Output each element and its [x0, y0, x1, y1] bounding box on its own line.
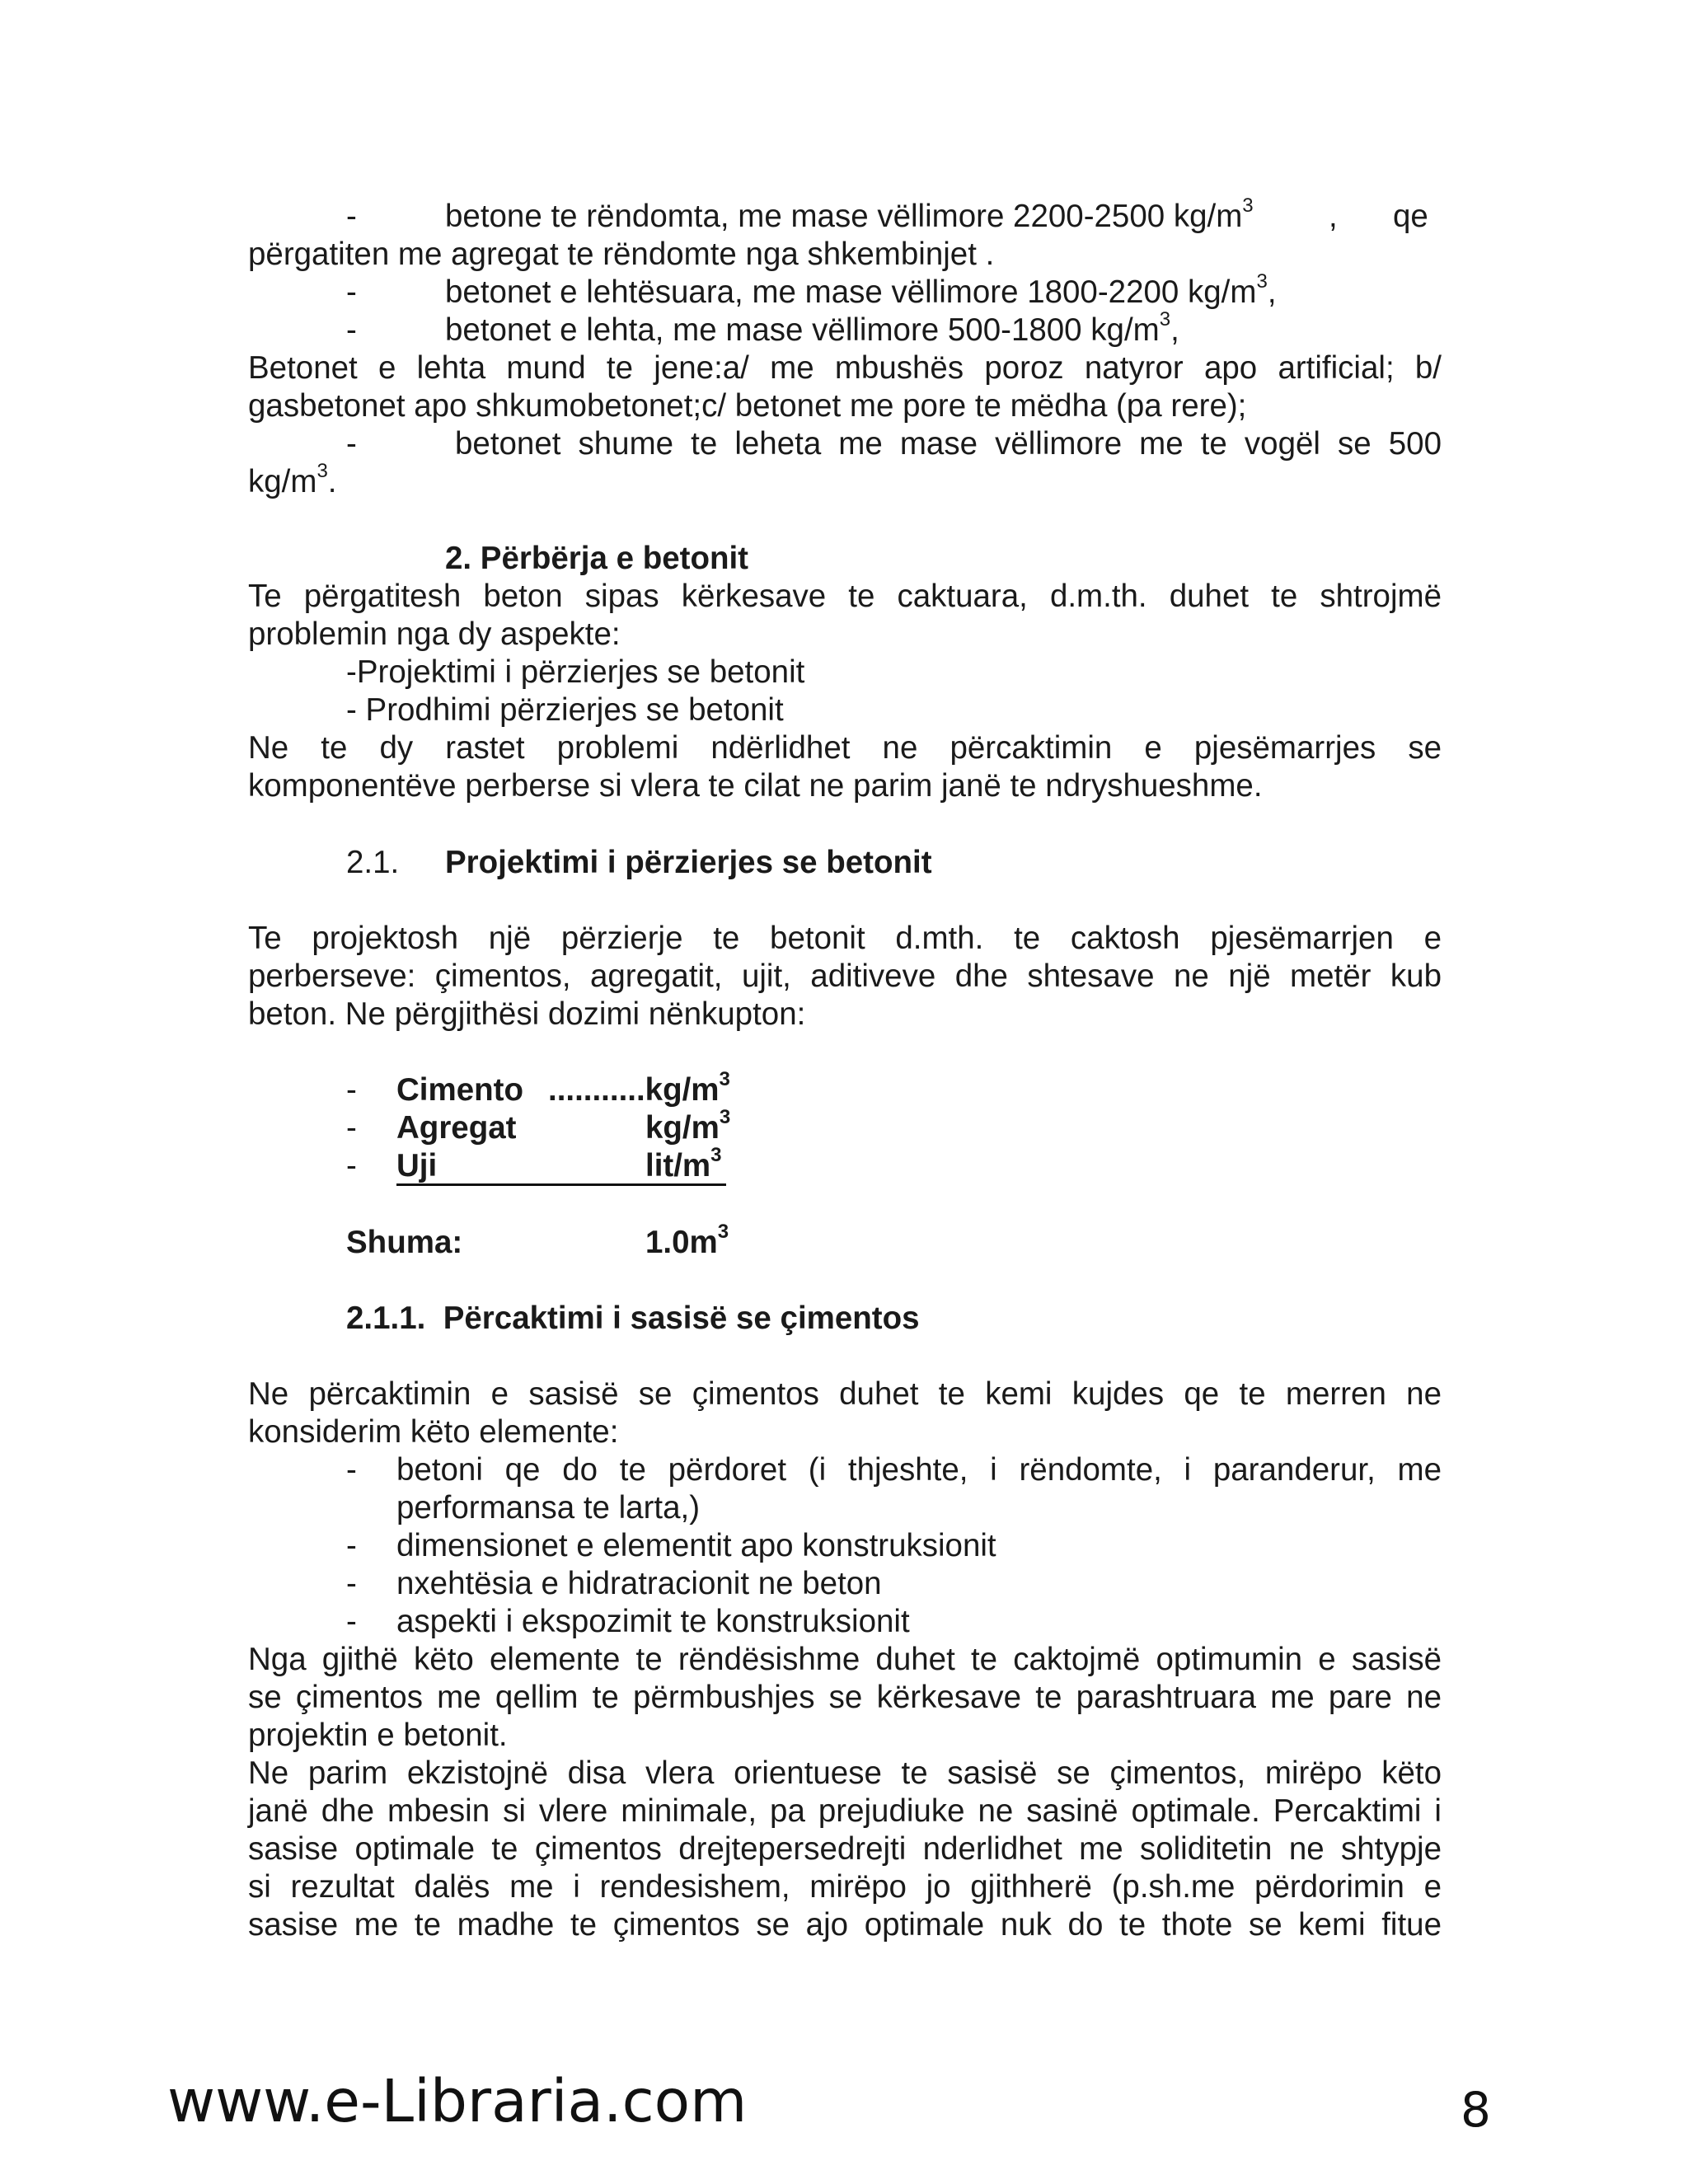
list-dash: - [346, 274, 357, 310]
list-item-very-light-cont: $kg/m^3$. [248, 460, 337, 499]
sum-value: $1.0m^3$ [645, 1221, 729, 1260]
paragraph-line: konsiderim këto elemente: [248, 1414, 619, 1450]
list-dash: - [346, 1528, 357, 1563]
paragraph-line: sasise me te madhe te çimentos se ajo optimale nuk do te thote se kemi fitue [248, 1907, 1442, 1943]
list-item-lightened-concrete: betonet e lehtësuara, me mase vëllimore 1800-2200 $kg/m^3$, [445, 270, 1277, 310]
page-number: 8 [1461, 2082, 1491, 2138]
section-heading: 2. Përbërja e betonit [445, 541, 749, 576]
list-dash: - [346, 1072, 357, 1108]
dose-item-value: $kg/m^3$ [645, 1106, 731, 1146]
paragraph-line: si rezultat dalës me i rendesishem, mirëpo jo gjithherë (p.sh.me përdorimin e [248, 1869, 1442, 1905]
list-dash: - [346, 312, 357, 348]
sum-label: Shuma: [346, 1225, 463, 1260]
aspect-item: - Prodhimi përzierjes se betonit [346, 692, 784, 728]
footer-website-link[interactable]: www.e-Libraria.com [167, 2067, 748, 2135]
bullet-item: aspekti i ekspozimit te konstruksionit [396, 1604, 910, 1639]
bullet-item-cont: performansa te larta,) [396, 1490, 701, 1526]
list-dash: - [346, 1566, 357, 1601]
paragraph-line: perberseve: çimentos, agregatit, ujit, aditiveve dhe shtesave ne një metër kub [248, 958, 1442, 994]
list-dash: - [346, 1604, 357, 1639]
aspect-item: -Projektimi i përzierjes se betonit [346, 654, 805, 690]
list-dash: - [346, 426, 357, 462]
dose-item-name: Cimento [396, 1072, 523, 1108]
paragraph-line: beton. Ne përgjithësi dozimi nënkupton: [248, 996, 806, 1032]
paragraph-line: se çimentos me qellim te përmbushjes se kërkesave te parashtruara me pare ne [248, 1680, 1442, 1715]
paragraph-line: Ne te dy rastet problemi ndërlidhet ne përcaktimin e pjesëmarrjes se [248, 730, 1442, 766]
list-dash: - [346, 1110, 357, 1146]
dose-item-name: Uji [396, 1148, 438, 1183]
list-dash: - [346, 1452, 357, 1488]
paragraph-line: janë dhe mbesin si vlere minimale, pa prejudiuke ne sasinë optimale. Percaktimi i [248, 1793, 1442, 1829]
paragraph-line: Ne përcaktimin e sasisë se çimentos duhet te kemi kujdes qe te merren ne [248, 1376, 1442, 1412]
dose-item-value: lit/$m^3$ [645, 1144, 722, 1183]
dose-item-name: Agregat [396, 1110, 517, 1146]
list-item-qe: qe [1393, 199, 1428, 234]
paragraph-line: Te projektosh një përzierje te betonit d.mth. te caktosh pjesëmarrjen e [248, 921, 1442, 956]
section-number: 2.1. [346, 845, 400, 880]
paragraph-line: Ne parim ekzistojnë disa vlera orientuese te sasisë se çimentos, mirëpo këto [248, 1755, 1442, 1791]
list-item-heavy-concrete-cont: përgatiten me agregat te rëndomte nga shkembinjet . [248, 237, 995, 272]
bullet-item: dimensionet e elementit apo konstruksionit [396, 1528, 996, 1563]
bullet-item: nxehtësia e hidratracionit ne beton [396, 1566, 882, 1601]
paragraph-line: Te përgatitesh beton sipas kërkesave te caktuara, d.m.th. duhet te shtrojmë [248, 579, 1442, 614]
paragraph-line: problemin nga dy aspekte: [248, 616, 621, 652]
paragraph-line: komponentëve perberse si vlera te cilat ne parim janë te ndryshueshme. [248, 768, 1263, 804]
paragraph-line: gasbetonet apo shkumobetonet;c/ betonet me pore te mëdha (pa rere); [248, 388, 1247, 424]
paragraph-line: projektin e betonit. [248, 1718, 508, 1753]
list-item-very-light-concrete: betonet shume te leheta me mase vëllimore me te vogël se 500 [455, 426, 1442, 462]
bullet-item: betoni qe do te përdoret (i thjeshte, i rëndomte, i paranderur, me [396, 1452, 1442, 1488]
paragraph-line: Betonet e lehta mund te jene:a/ me mbushës poroz natyror apo artificial; b/ [248, 350, 1442, 386]
list-item-light-concrete: betonet e lehta, me mase vëllimore 500-1800 $kg/m^3$, [445, 308, 1179, 348]
paragraph-line: sasise optimale te çimentos drejtepersedrejti nderlidhet me soliditetin ne shtypje [248, 1831, 1442, 1867]
list-item-comma: , [1329, 199, 1338, 234]
dose-item-value: $...........kg/m^3$ [548, 1068, 730, 1108]
list-dash: - [346, 1148, 357, 1183]
section-heading: 2.1.1. Përcaktimi i sasisë se çimentos [346, 1301, 920, 1336]
list-dash: - [346, 199, 357, 234]
list-item-heavy-concrete: betone te rëndomta, me mase vëllimore 2200-2500 $kg/m^3$ [445, 194, 1254, 234]
section-heading: Projektimi i përzierjes se betonit [445, 845, 932, 880]
paragraph-line: Nga gjithë këto elemente te rëndësishme duhet te caktojmë optimumin e sasisë [248, 1642, 1442, 1677]
